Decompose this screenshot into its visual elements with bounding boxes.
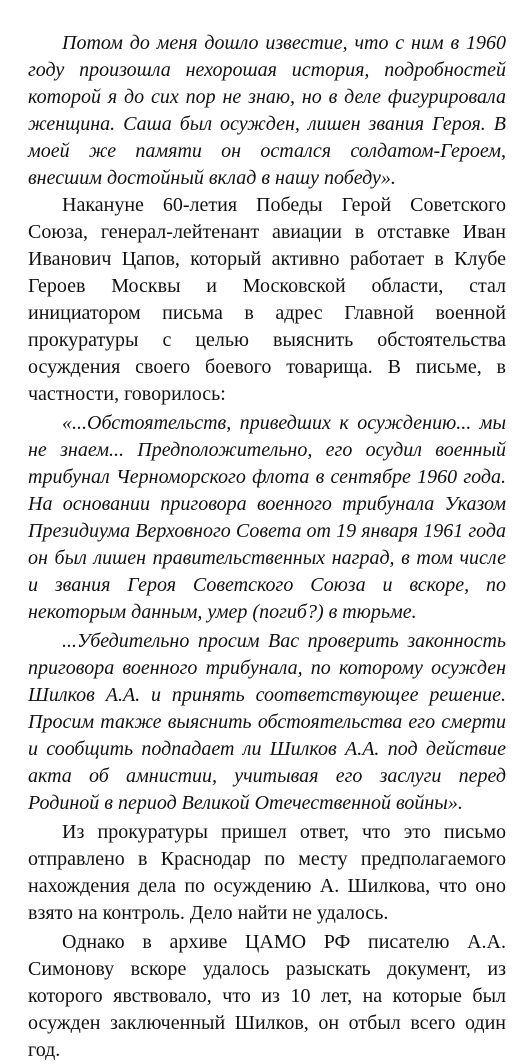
paragraph-archive-finding: Однако в архиве ЦАМО РФ писателю А.А. Симонову вскоре удалось разыскать документ, из которого явствовало, что из 10 лет, на которые был осужден заключенный Шилков, он отбыл всего один год.: [28, 931, 506, 1061]
paragraph-recollection-quote: Потом до меня дошло известие, что с ним в 1960 году произошла нехорошая история, подробностей которой я до сих пор не знаю, но в деле фигурировала женщина. Саша был осужден, лишен звания Героя. В моей же памяти он остался солдатом-Героем, внесшим достойный вклад в нашу победу».: [28, 32, 506, 189]
paragraph-letter-intro: Накануне 60-летия Победы Герой Советского Союза, генерал-лейтенант авиации в отставке Иван Иванович Цапов, который активно работает в Клубе Героев Москвы и Московской области, стал инициатором письма в адрес Главной военной прокуратуры с целью выяснить обстоятельства осуждения своего боевого товарища. В письме, в частности, говорилось:: [28, 194, 506, 405]
paragraph-letter-quote-1: «...Обстоятельств, приведших к осуждению... мы не знаем... Предположительно, его осудил военный трибунал Черноморского флота в сентябре 1960 года. На основании приговора военного трибунала Указом Президиума Верховного Совета от 19 января 1961 года он был лишен правительственных наград, в том числе и звания Героя Советского Союза и вскоре, по некоторым данным, умер (погиб?) в тюрьме.: [28, 412, 506, 623]
paragraph-letter-quote-2: ...Убедительно просим Вас проверить законность приговора военного трибунала, по которому осужден Шилков А.А. и принять соответствующее решение. Просим также выяснить обстоятельства его смерти и сообщить подпадает ли Шилков А.А. под действие акта об амнистии, учитывая его заслуги перед Родиной в период Великой Отечественной войны».: [28, 630, 506, 814]
paragraph-prosecutor-reply: Из прокуратуры пришел ответ, что это письмо отправлено в Краснодар по месту предполагаемого нахождения дела по осуждению А. Шилкова, что оно взято на контроль. Дело найти не удалось.: [28, 821, 506, 924]
